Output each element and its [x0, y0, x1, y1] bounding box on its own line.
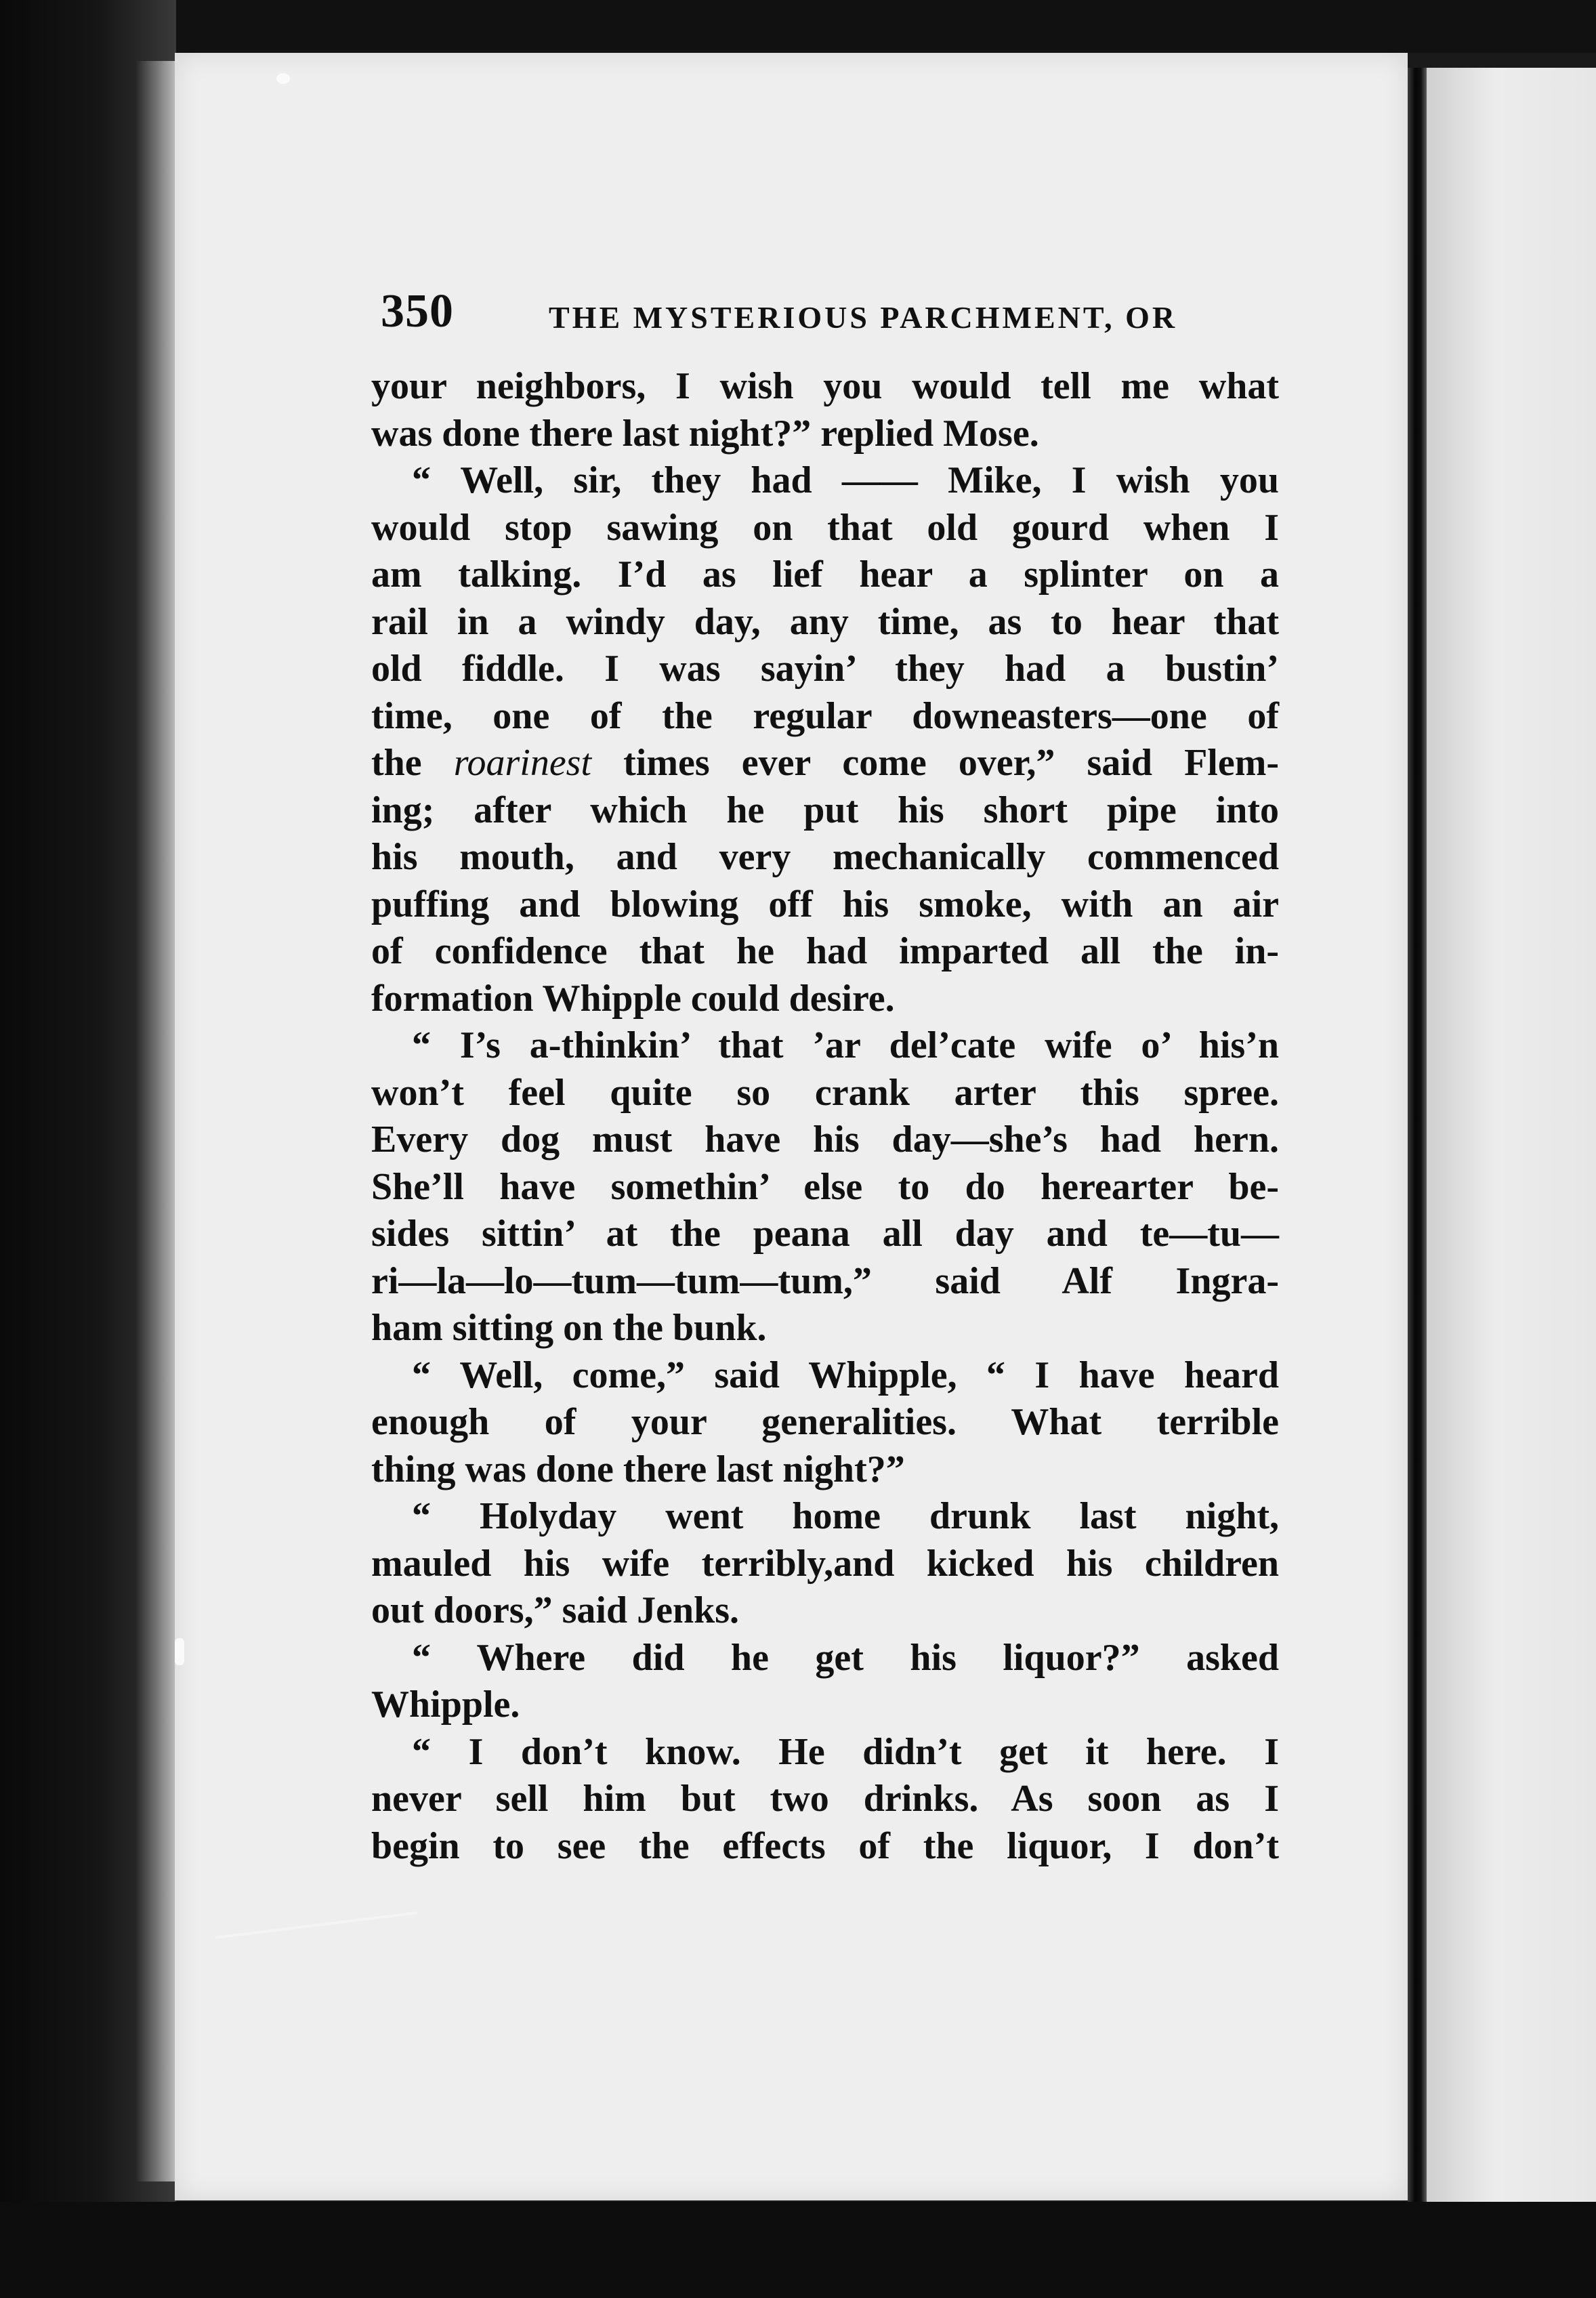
- text-line: of confidence that he had imparted all the in-: [371, 930, 1279, 972]
- text-line: his mouth, and very mechanically commenced: [371, 836, 1279, 878]
- text-line: “ Where did he get his liquor?” asked: [412, 1636, 1279, 1679]
- text-line: ing; after which he put his short pipe into: [371, 789, 1279, 831]
- text-line: old fiddle. I was sayin’ they had a bustin’: [371, 648, 1279, 690]
- text-line: “ Holyday went home drunk last night,: [412, 1495, 1279, 1537]
- page-edge: [135, 61, 176, 2181]
- emphasized-word: roarinest: [453, 742, 592, 784]
- text-line: ham sitting on the bunk.: [371, 1307, 767, 1349]
- text-line: enough of your generalities. What terrible: [371, 1401, 1279, 1443]
- running-title: THE MYSTERIOUS PARCHMENT, OR: [549, 300, 1178, 335]
- text-line: “ I don’t know. He didn’t get it here. I: [412, 1730, 1279, 1773]
- scan-bottom-border: [0, 2202, 1596, 2298]
- page-scratch: [215, 1911, 417, 1939]
- text-line: mauled his wife terribly,and kicked his children: [371, 1542, 1279, 1585]
- text-line: rail in a windy day, any time, as to hear that: [371, 600, 1279, 643]
- text-line: sides sittin’ at the peana all day and te—tu—: [371, 1213, 1279, 1255]
- text-line: “ I’s a-thinkin’ that ’ar del’cate wife o’ his’n: [412, 1024, 1279, 1066]
- text-line: was done there last night?” replied Mose.: [371, 412, 1039, 455]
- text-line: ri—la—lo—tum—tum—tum,” said Alf Ingra-: [371, 1259, 1279, 1302]
- text-line: never sell him but two drinks. As soon as I: [371, 1778, 1279, 1820]
- text-line: the roarinest times ever come over,” said Flem-: [371, 742, 1279, 784]
- page-header: [381, 285, 1288, 346]
- text-line: begin to see the effects of the liquor, I don’t: [371, 1824, 1279, 1867]
- text-line: puffing and blowing off his smoke, with an air: [371, 883, 1279, 925]
- page-blemish: [175, 1638, 184, 1665]
- facing-page-edge: [1427, 68, 1596, 2222]
- text-line: formation Whipple could desire.: [371, 977, 895, 1020]
- scan-top-border: [0, 0, 1596, 53]
- text-line: would stop sawing on that old gourd when I: [371, 506, 1279, 549]
- text-line: thing was done there last night?”: [371, 1448, 905, 1490]
- text-line: out doors,” said Jenks.: [371, 1589, 740, 1631]
- text-line: “ Well, sir, they had —— Mike, I wish you: [412, 459, 1279, 501]
- text-line: “ Well, come,” said Whipple, “ I have heard: [412, 1354, 1279, 1396]
- text-line: Every dog must have his day—she’s had hern.: [371, 1119, 1279, 1161]
- text-line: time, one of the regular downeasters—one of: [371, 694, 1279, 737]
- page-number: 350: [381, 285, 454, 337]
- text-line: am talking. I’d as lief hear a splinter on a: [371, 553, 1279, 596]
- text-line: She’ll have somethin’ else to do herearter be-: [371, 1165, 1279, 1208]
- text-line: won’t feel quite so crank arter this spree.: [371, 1071, 1279, 1114]
- book-gutter: [1408, 68, 1427, 2222]
- body-text: [371, 363, 1279, 1870]
- text-line: your neighbors, I wish you would tell me what: [371, 365, 1279, 407]
- text-line: Whipple.: [371, 1684, 520, 1726]
- page-blemish: [276, 73, 290, 84]
